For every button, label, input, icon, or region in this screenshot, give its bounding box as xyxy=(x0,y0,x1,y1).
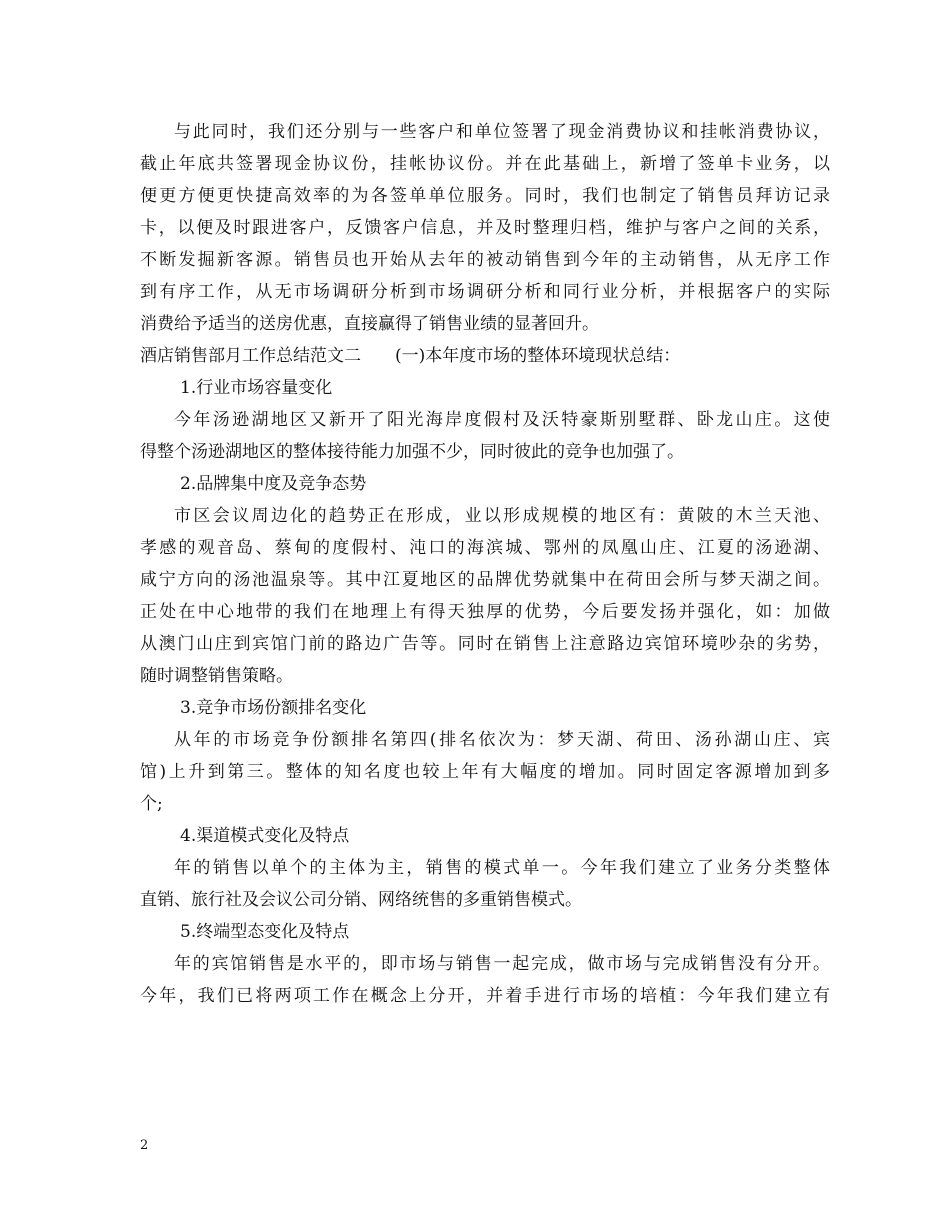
paragraph-line: 从年的市场竞争份额排名第四(排名依次为：梦天湖、荷田、汤孙湖山庄、宾 xyxy=(174,730,830,750)
paragraph-line: 卡，以便及时跟进客户，反馈客户信息，并及时整理归档，维护与客户之间的关系， xyxy=(140,218,830,238)
paragraph-line: 今年汤逊湖地区又新开了阳光海岸度假村及沃特豪斯别墅群、卧龙山庄。这使 xyxy=(174,410,830,430)
paragraph-line: 便更方便更快捷高效率的为各签单单位服务。同时，我们也制定了销售员拜访记录 xyxy=(140,186,830,206)
paragraph-line: 到有序工作，从无市场调研分析到市场调研分析和同行业分析，并根据客户的实际 xyxy=(140,282,830,302)
section-title: 酒店销售部月工作总结范文二 (一)本年度市场的整体环境现状总结： xyxy=(140,346,681,366)
paragraph-line: 得整个汤逊湖地区的整体接待能力加强不少，同时彼此的竞争也加强了。 xyxy=(140,442,684,462)
paragraph-line: 正处在中心地带的我们在地理上有得天独厚的优势，今后要发扬并强化，如：加做 xyxy=(140,602,830,622)
paragraph-line: 从澳门山庄到宾馆门前的路边广告等。同时在销售上注意路边宾馆环境吵杂的劣势， xyxy=(140,634,830,654)
paragraph-line: 不断发掘新客源。销售员也开始从去年的被动销售到今年的主动销售，从无序工作 xyxy=(140,250,830,270)
subheading: 2.品牌集中度及竞争态势 xyxy=(180,474,367,494)
paragraph-line: 截止年底共签署现金协议份，挂帐协议份。并在此基础上，新增了签单卡业务，以 xyxy=(140,154,830,174)
paragraph-line: 消费给予适当的送房优惠，直接赢得了销售业绩的显著回升。 xyxy=(140,314,599,334)
paragraph-line: 年的宾馆销售是水平的，即市场与销售一起完成，做市场与完成销售没有分开。 xyxy=(174,954,830,974)
paragraph-line: 咸宁方向的汤池温泉等。其中江夏地区的品牌优势就集中在荷田会所与梦天湖之间。 xyxy=(140,570,830,590)
subheading: 4.渠道模式变化及特点 xyxy=(180,826,350,846)
paragraph-line: 与此同时，我们还分别与一些客户和单位签署了现金消费协议和挂帐消费协议， xyxy=(174,122,830,142)
paragraph-line: 随时调整销售策略。 xyxy=(140,666,293,686)
subheading: 3.竞争市场份额排名变化 xyxy=(180,698,367,718)
paragraph-line: 市区会议周边化的趋势正在形成，业以形成规模的地区有：黄陂的木兰天池、 xyxy=(174,506,830,526)
paragraph-line: 年的销售以单个的主体为主，销售的模式单一。今年我们建立了业务分类整体 xyxy=(174,858,830,878)
paragraph-line: 今年，我们已将两项工作在概念上分开，并着手进行市场的培植：今年我们建立有 xyxy=(140,986,830,1006)
document-body xyxy=(140,116,830,1012)
subheading: 1.行业市场容量变化 xyxy=(180,378,333,398)
page-number: 2 xyxy=(140,1138,149,1153)
paragraph-line: 馆)上升到第三。整体的知名度也较上年有大幅度的增加。同时固定客源增加到多 xyxy=(140,762,830,782)
paragraph-line: 直销、旅行社及会议公司分销、网络统售的多重销售模式。 xyxy=(140,890,582,910)
paragraph-line: 孝感的观音岛、蔡甸的度假村、沌口的海滨城、鄂州的凤凰山庄、江夏的汤逊湖、 xyxy=(140,538,830,558)
paragraph-line: 个; xyxy=(140,794,163,814)
subheading: 5.终端型态变化及特点 xyxy=(180,922,350,942)
